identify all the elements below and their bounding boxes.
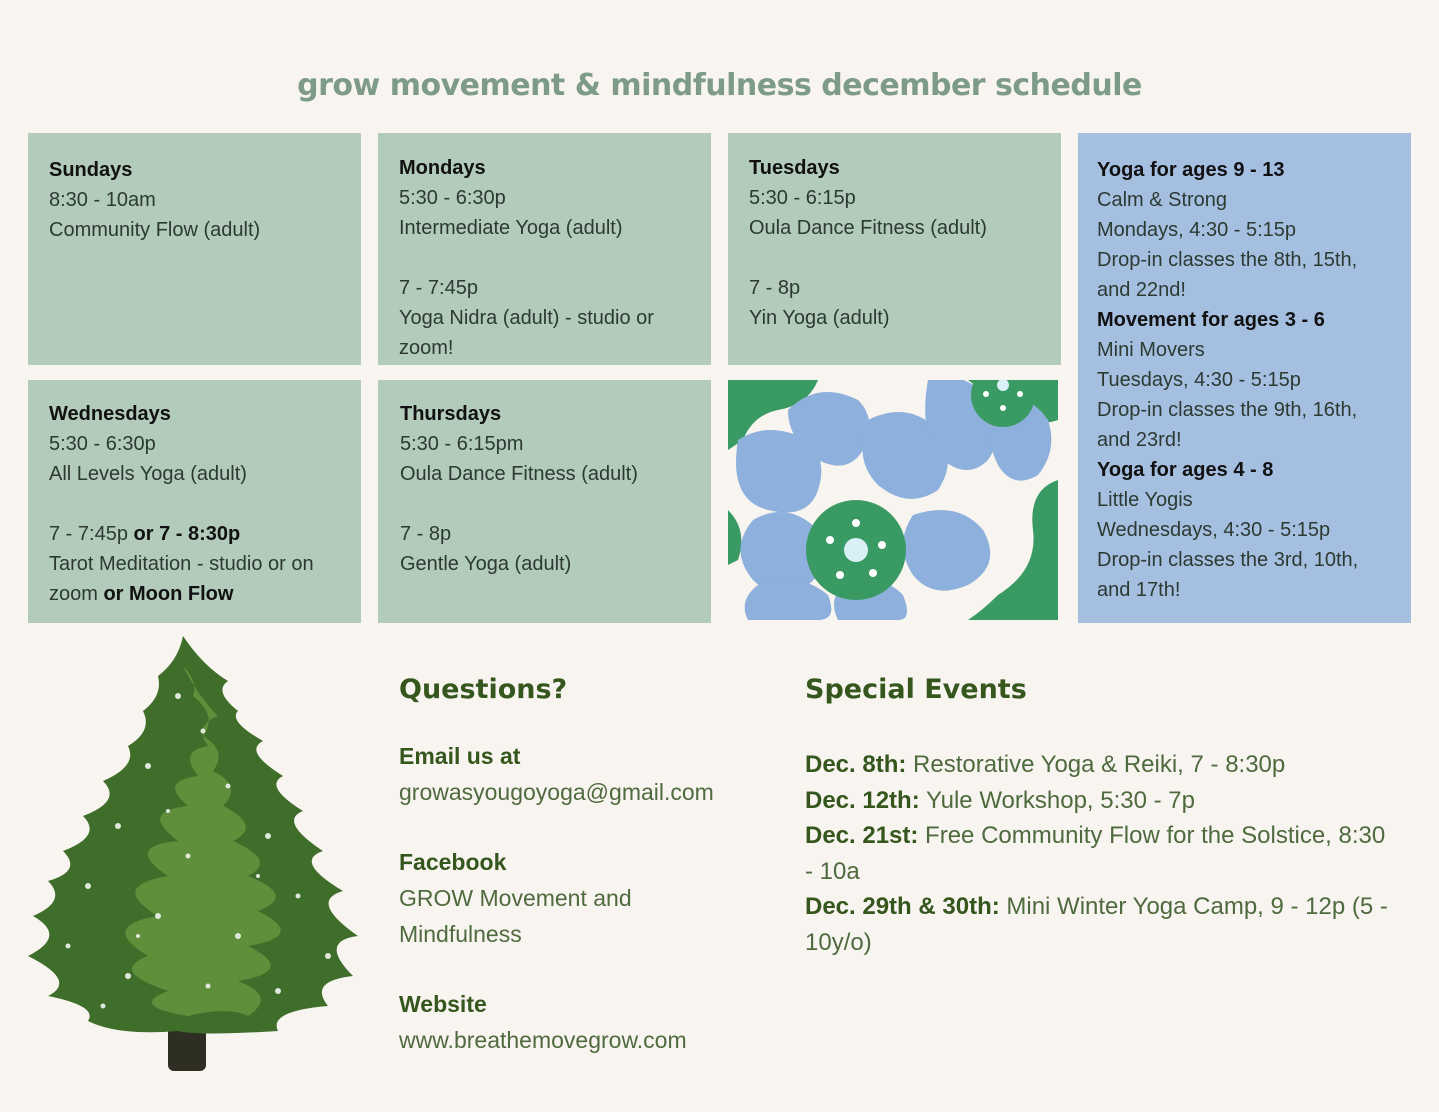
class-time: 5:30 - 6:30p — [49, 433, 156, 455]
class-name: Yin Yoga (adult) — [749, 307, 890, 329]
flower-icon — [728, 380, 1058, 620]
flower-illustration — [728, 380, 1058, 620]
kids-class-note: Drop-in classes the 9th, 16th, and 23rd! — [1097, 399, 1358, 451]
class-name: All Levels Yoga (adult) — [49, 463, 247, 485]
day-heading: Mondays — [399, 157, 486, 179]
class-name: Oula Dance Fitness (adult) — [400, 463, 638, 485]
event-item: Dec. 8th: Restorative Yoga & Reiki, 7 - 8:30p — [805, 751, 1286, 778]
card-mondays — [378, 133, 711, 365]
card-tuesdays — [728, 133, 1061, 365]
website-label: Website — [399, 991, 487, 1017]
kids-class-name: Calm & Strong — [1097, 189, 1228, 211]
event-item: Dec. 12th: Yule Workshop, 5:30 - 7p — [805, 786, 1195, 814]
page-title: grow movement & mindfulness december schedule — [297, 68, 1142, 103]
day-heading: Wednesdays — [49, 403, 171, 425]
special-events-heading: Special Events — [805, 674, 1027, 705]
class-name: Oula Dance Fitness (adult) — [749, 217, 987, 239]
contact-info — [399, 738, 759, 1058]
class-name: Intermediate Yoga (adult) — [399, 217, 623, 239]
kids-class-time: Wednesdays, 4:30 - 5:15p — [1097, 519, 1331, 541]
kids-class-note: Drop-in classes the 3rd, 10th, and 17th! — [1097, 549, 1359, 601]
day-heading: Tuesdays — [749, 157, 840, 179]
facebook-link[interactable]: GROW Movement and Mindfulness — [399, 885, 632, 947]
class-time: 7 - 7:45p or 7 - 8:30p — [49, 523, 241, 545]
kids-class-name: Little Yogis — [1097, 489, 1193, 511]
class-name: Yoga Nidra (adult) - studio or zoom! — [399, 307, 654, 359]
card-kids-classes — [1078, 133, 1411, 623]
day-heading: Thursdays — [400, 403, 502, 425]
kids-class-heading: Yoga for ages 9 - 13 — [1097, 159, 1285, 181]
class-name: Tarot Meditation - studio or on zoom or Moon Flow — [49, 553, 314, 605]
card-wednesdays — [28, 380, 361, 623]
kids-class-heading: Movement for ages 3 - 6 — [1097, 309, 1325, 331]
class-time: 5:30 - 6:15pm — [400, 433, 524, 455]
event-item: Dec. 29th & 30th: Mini Winter Yoga Camp, 9 - 12p (5 - 10y/o) — [805, 893, 1388, 956]
questions-heading: Questions? — [399, 674, 568, 705]
class-time: 5:30 - 6:15p — [749, 187, 856, 209]
kids-class-note: Drop-in classes the 8th, 15th, and 22nd! — [1097, 249, 1358, 301]
kids-class-time: Tuesdays, 4:30 - 5:15p — [1097, 369, 1301, 391]
facebook-label: Facebook — [399, 849, 507, 875]
class-time: 7 - 7:45p — [399, 277, 478, 299]
card-thursdays — [378, 380, 711, 623]
kids-class-heading: Yoga for ages 4 - 8 — [1097, 459, 1274, 481]
tree-illustration — [28, 636, 368, 1076]
kids-class-time: Mondays, 4:30 - 5:15p — [1097, 219, 1297, 241]
card-sundays — [28, 133, 361, 365]
email-link[interactable]: growasyougoyoga@gmail.com — [399, 779, 714, 805]
class-name: Gentle Yoga (adult) — [400, 553, 572, 575]
email-label: Email us at — [399, 743, 521, 769]
kids-class-name: Mini Movers — [1097, 339, 1205, 361]
event-item: Dec. 21st: Free Community Flow for the Solstice, 8:30 - 10a — [805, 822, 1386, 885]
day-heading: Sundays — [49, 159, 133, 181]
class-name: Community Flow (adult) — [49, 219, 261, 241]
class-time: 7 - 8p — [400, 523, 452, 545]
special-events-list — [805, 747, 1395, 960]
website-link[interactable]: www.breathemovegrow.com — [399, 1027, 687, 1053]
class-time: 8:30 - 10am — [49, 189, 156, 211]
class-time: 7 - 8p — [749, 277, 801, 299]
class-time: 5:30 - 6:30p — [399, 187, 506, 209]
pine-tree-icon — [28, 636, 368, 1076]
